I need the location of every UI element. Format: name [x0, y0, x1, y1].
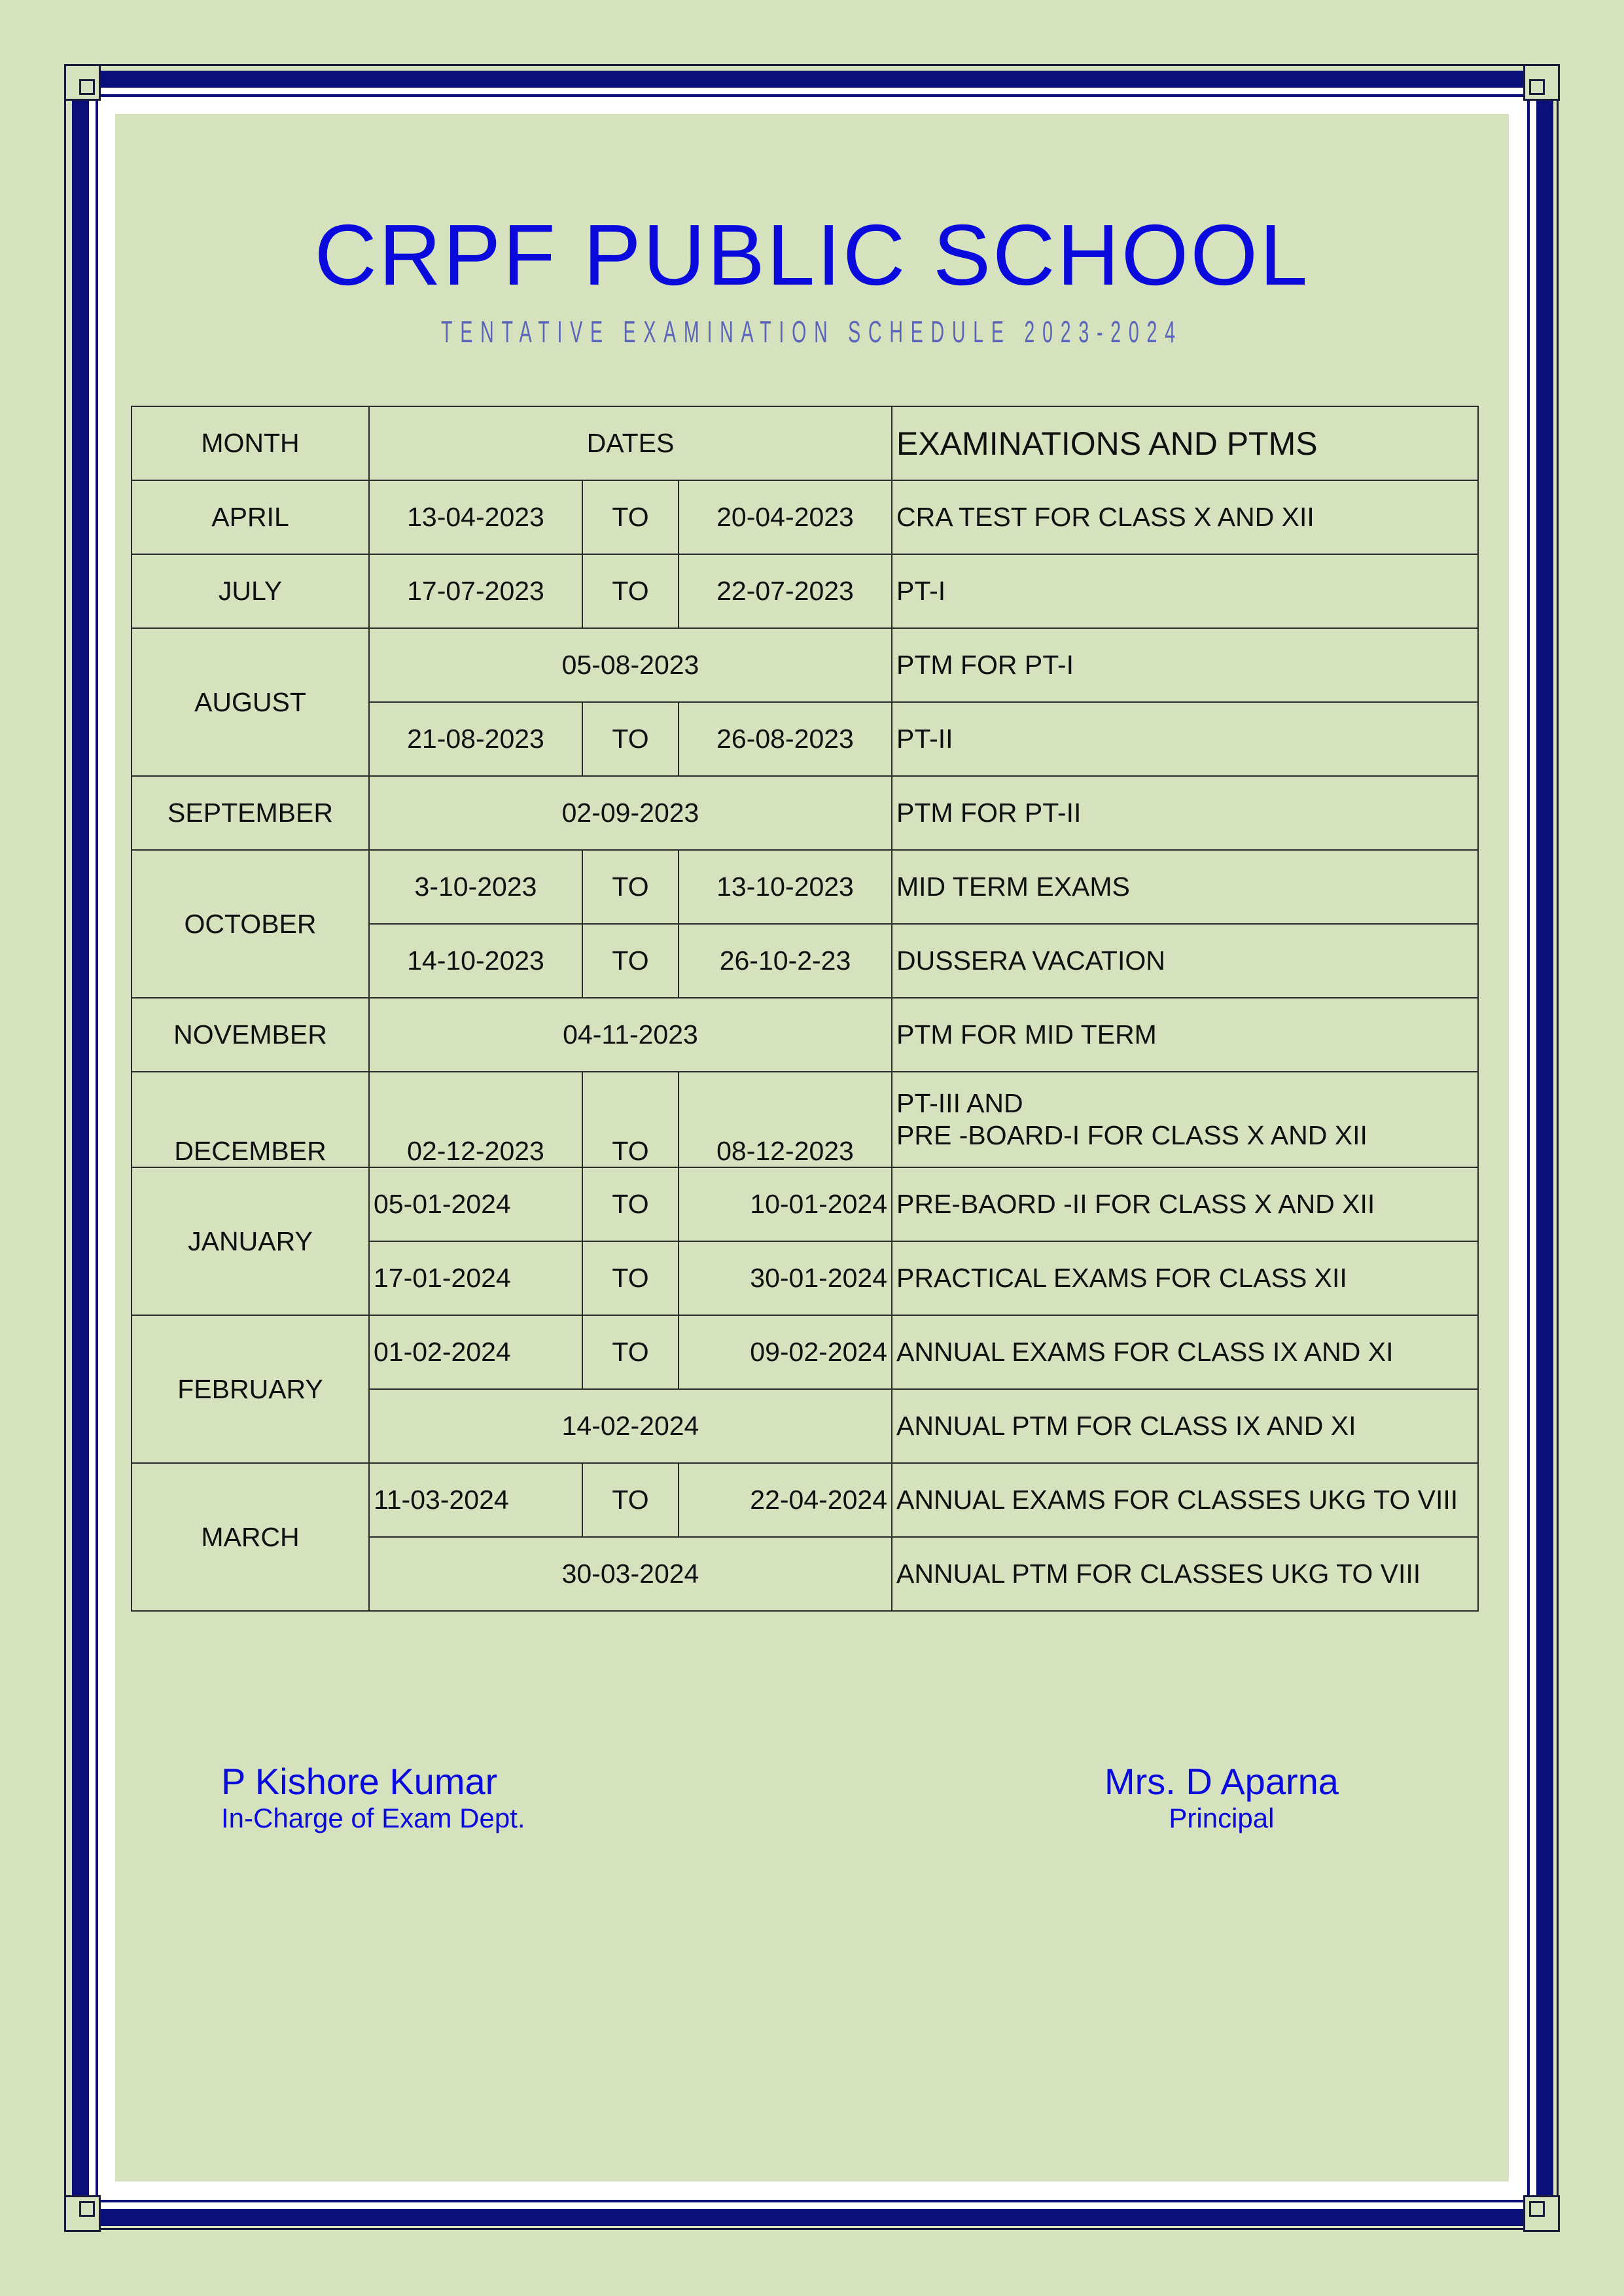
until-date-cell: 22-07-2023 — [679, 554, 892, 628]
to-cell: TO — [582, 554, 679, 628]
signature-exam-incharge — [221, 1761, 525, 1835]
exam-cell: PRE-BAORD -II FOR CLASS X AND XII — [892, 1167, 1478, 1241]
exam-cell: ANNUAL EXAMS FOR CLASS IX AND XI — [892, 1315, 1478, 1389]
schedule-subtitle: TENTATIVE EXAMINATION SCHEDULE 2023-2024 — [441, 315, 1183, 349]
table-row — [132, 480, 1478, 554]
header-exams: EXAMINATIONS AND PTMS — [892, 406, 1478, 480]
table-header-row — [132, 406, 1478, 480]
table-row — [132, 998, 1478, 1072]
month-cell: OCTOBER — [132, 850, 369, 998]
table-row — [132, 554, 1478, 628]
from-date-cell: 01-02-2024 — [369, 1315, 582, 1389]
table-row — [132, 776, 1478, 850]
school-title: CRPF PUBLIC SCHOOL — [314, 207, 1310, 303]
month-cell: MARCH — [132, 1463, 369, 1611]
signatory-role: In-Charge of Exam Dept. — [221, 1802, 525, 1833]
from-date-cell: 21-08-2023 — [369, 702, 582, 776]
exam-schedule-table — [131, 406, 1479, 1612]
from-date-cell: 3-10-2023 — [369, 850, 582, 924]
table-row — [132, 1315, 1478, 1389]
header-month: MONTH — [132, 406, 369, 480]
until-date-cell: 10-01-2024 — [679, 1167, 892, 1241]
signatory-name: Mrs. D Aparna — [1104, 1761, 1339, 1802]
month-cell: SEPTEMBER — [132, 776, 369, 850]
exam-cell: PT-I — [892, 554, 1478, 628]
table-row — [132, 1463, 1478, 1537]
to-cell: TO — [582, 1463, 679, 1537]
from-date-cell: 05-01-2024 — [369, 1167, 582, 1241]
from-date-cell: 11-03-2024 — [369, 1463, 582, 1537]
month-cell: NOVEMBER — [132, 998, 369, 1072]
from-date-cell: 14-10-2023 — [369, 924, 582, 998]
corner-ornament-top-right — [1523, 64, 1560, 101]
month-cell: AUGUST — [132, 628, 369, 776]
single-date-cell: 04-11-2023 — [369, 998, 892, 1072]
to-cell: TO — [582, 1167, 679, 1241]
single-date-cell: 30-03-2024 — [369, 1537, 892, 1611]
corner-ornament-bottom-right — [1523, 2195, 1560, 2232]
until-date-cell: 30-01-2024 — [679, 1241, 892, 1315]
single-date-cell: 02-09-2023 — [369, 776, 892, 850]
month-cell: APRIL — [132, 480, 369, 554]
until-date-cell: 26-10-2-23 — [679, 924, 892, 998]
signature-principal — [1104, 1761, 1339, 1835]
until-date-cell: 09-02-2024 — [679, 1315, 892, 1389]
to-cell: TO — [582, 850, 679, 924]
exam-cell: PT-II — [892, 702, 1478, 776]
from-date-cell: 17-01-2024 — [369, 1241, 582, 1315]
table-row — [132, 628, 1478, 702]
until-date-cell: 08-12-2023 — [679, 1072, 892, 1167]
until-date-cell: 13-10-2023 — [679, 850, 892, 924]
exam-cell: ANNUAL PTM FOR CLASSES UKG TO VIII — [892, 1537, 1478, 1611]
to-cell: TO — [582, 1241, 679, 1315]
corner-ornament-bottom-left — [64, 2195, 101, 2232]
exam-cell: ANNUAL PTM FOR CLASS IX AND XI — [892, 1389, 1478, 1463]
month-cell: JANUARY — [132, 1167, 369, 1315]
single-date-cell: 05-08-2023 — [369, 628, 892, 702]
month-cell: FEBRUARY — [132, 1315, 369, 1463]
exam-cell: PTM FOR PT-I — [892, 628, 1478, 702]
header-dates: DATES — [369, 406, 892, 480]
exam-cell: ANNUAL EXAMS FOR CLASSES UKG TO VIII — [892, 1463, 1478, 1537]
exam-cell: PTM FOR PT-II — [892, 776, 1478, 850]
exam-cell: CRA TEST FOR CLASS X AND XII — [892, 480, 1478, 554]
exam-cell: PTM FOR MID TERM — [892, 998, 1478, 1072]
to-cell: TO — [582, 702, 679, 776]
table-row — [132, 1072, 1478, 1167]
until-date-cell: 20-04-2023 — [679, 480, 892, 554]
month-cell: DECEMBER — [132, 1072, 369, 1167]
from-date-cell: 13-04-2023 — [369, 480, 582, 554]
corner-ornament-top-left — [64, 64, 101, 101]
until-date-cell: 26-08-2023 — [679, 702, 892, 776]
exam-line-1: PT-III AND — [896, 1087, 1023, 1118]
to-cell: TO — [582, 924, 679, 998]
to-cell: TO — [582, 1072, 679, 1167]
month-cell: JULY — [132, 554, 369, 628]
from-date-cell: 17-07-2023 — [369, 554, 582, 628]
signatory-name: P Kishore Kumar — [221, 1761, 498, 1802]
document-body — [115, 114, 1509, 2181]
table-row — [132, 1167, 1478, 1241]
exam-cell: PRACTICAL EXAMS FOR CLASS XII — [892, 1241, 1478, 1315]
exam-cell: DUSSERA VACATION — [892, 924, 1478, 998]
exam-line-2: PRE -BOARD-I FOR CLASS X AND XII — [896, 1120, 1368, 1150]
until-date-cell: 22-04-2024 — [679, 1463, 892, 1537]
signatory-role: Principal — [1169, 1802, 1275, 1833]
single-date-cell: 14-02-2024 — [369, 1389, 892, 1463]
from-date-cell: 02-12-2023 — [369, 1072, 582, 1167]
table-row — [132, 850, 1478, 924]
exam-cell: MID TERM EXAMS — [892, 850, 1478, 924]
to-cell: TO — [582, 480, 679, 554]
to-cell: TO — [582, 1315, 679, 1389]
exam-cell — [892, 1072, 1478, 1167]
